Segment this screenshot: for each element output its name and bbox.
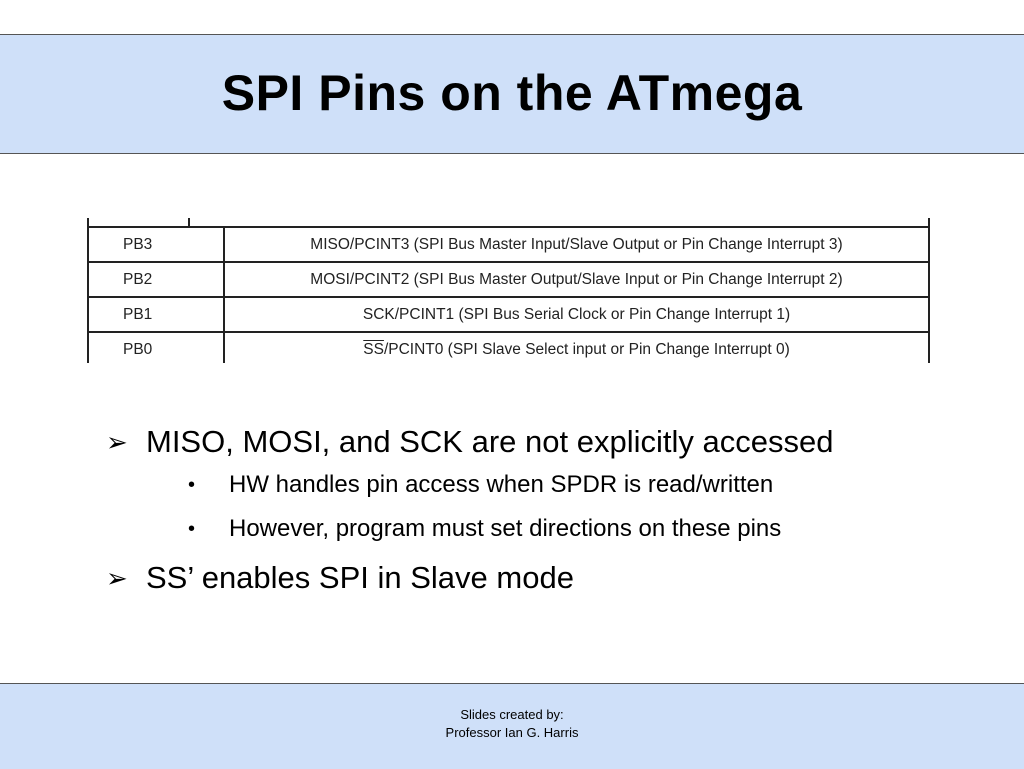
footer-band xyxy=(0,683,1024,769)
function-cell xyxy=(224,332,929,363)
arrow-bullet-icon: ➢ xyxy=(106,563,128,593)
sub-bullet-item xyxy=(106,470,986,500)
dot-bullet-icon: • xyxy=(188,474,196,496)
bullet-list xyxy=(106,422,986,606)
function-cell: MOSI/PCINT2 (SPI Bus Master Output/Slave Input or Pin Change Interrupt 2) xyxy=(224,262,929,297)
table-row xyxy=(88,227,929,262)
pin-table-image xyxy=(87,218,930,363)
table-row xyxy=(88,297,929,332)
pin-table xyxy=(87,226,930,363)
pin-cell: PB0 xyxy=(88,332,224,363)
title-band xyxy=(0,34,1024,154)
function-text: /PCINT0 (SPI Slave Select input or Pin Change Interrupt 0) xyxy=(383,340,790,358)
function-cell: MISO/PCINT3 (SPI Bus Master Input/Slave Output or Pin Change Interrupt 3) xyxy=(224,227,929,262)
arrow-bullet-icon: ➢ xyxy=(106,427,128,457)
bullet-text: MISO, MOSI, and SCK are not explicitly accessed xyxy=(146,424,834,459)
sub-bullet-item xyxy=(106,514,986,544)
pin-cell: PB2 xyxy=(88,262,224,297)
dot-bullet-icon: • xyxy=(188,518,196,540)
sub-bullet-text: However, program must set directions on these pins xyxy=(229,515,782,542)
bullet-text: SS’ enables SPI in Slave mode xyxy=(146,560,574,595)
bullet-item xyxy=(106,422,986,462)
pin-cell: PB3 xyxy=(88,227,224,262)
sub-bullet-text: HW handles pin access when SPDR is read/written xyxy=(229,471,774,498)
table-row xyxy=(88,332,929,363)
bullet-item xyxy=(106,558,986,598)
footer-line-2: Professor Ian G. Harris xyxy=(445,725,579,740)
table-top-edge xyxy=(87,218,930,226)
footer-credit xyxy=(0,706,1024,742)
ss-overlined-label: $\overline{SS}$ xyxy=(363,340,384,358)
slide-title: SPI Pins on the ATmega xyxy=(221,65,803,121)
table-row xyxy=(88,262,929,297)
function-cell: SCK/PCINT1 (SPI Bus Serial Clock or Pin Change Interrupt 1) xyxy=(224,297,929,332)
footer-line-1: Slides created by: xyxy=(460,707,564,722)
pin-cell: PB1 xyxy=(88,297,224,332)
